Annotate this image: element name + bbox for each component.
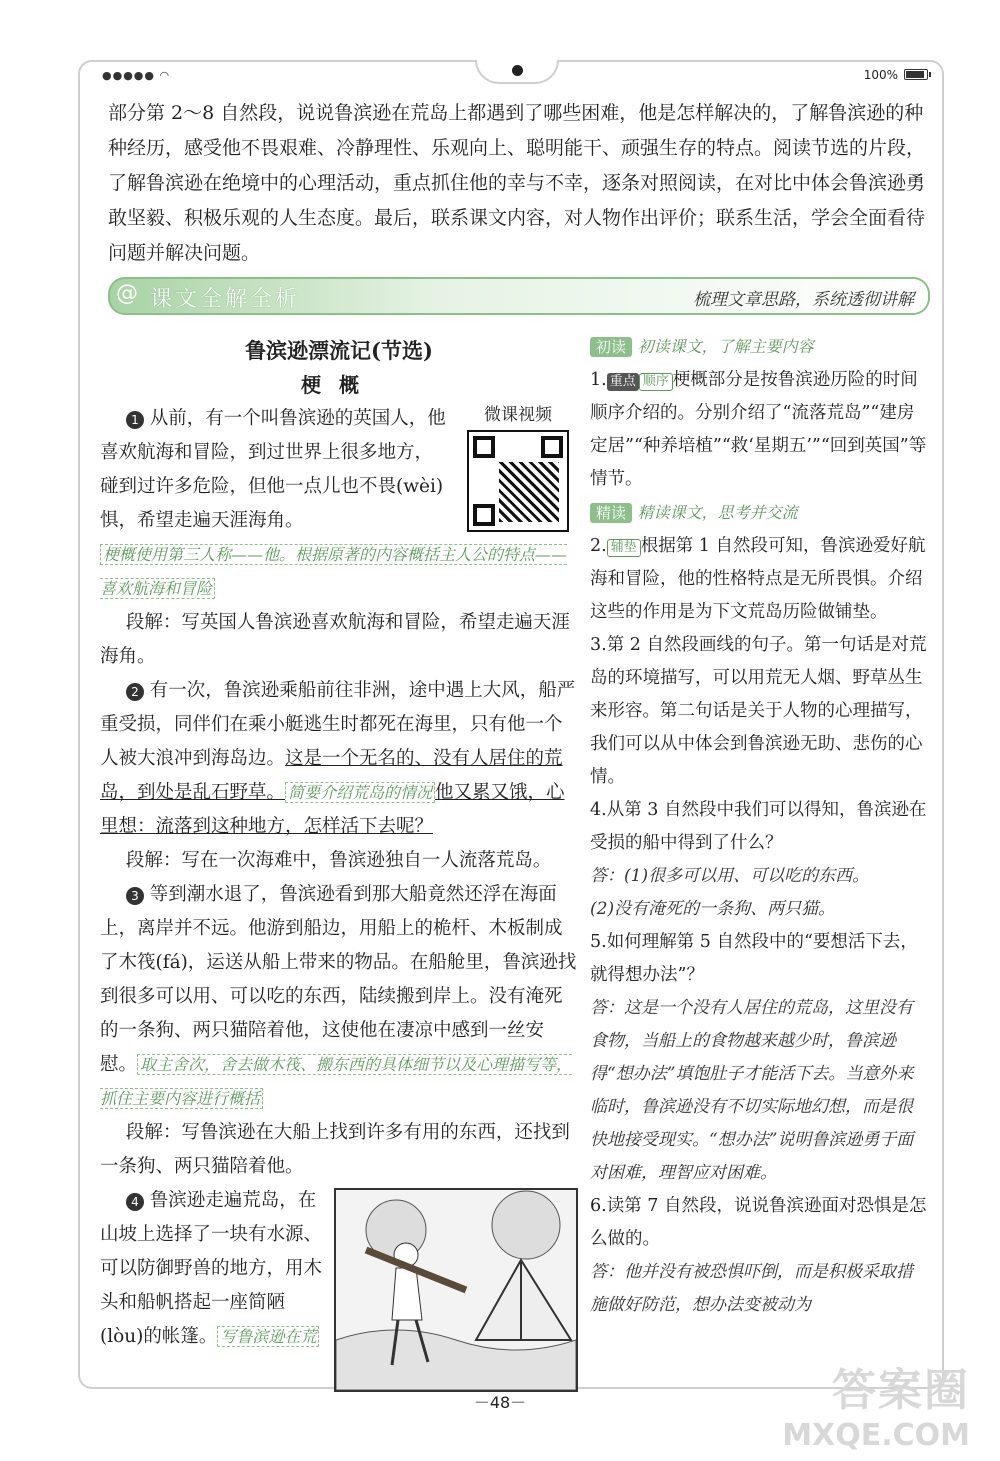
paragraph-1: 1 从前，有一个叫鲁滨逊的英国人，他喜欢航海和冒险，到过世界上很多地方，碰到过许多危险，但他一点儿也不畏(wèi)惧，希望走遍天涯海角。 [100, 408, 446, 531]
watermark-line1: 答案圈 [832, 1365, 970, 1416]
underlined-sentence: 这是一个无名的、没有人居住的荒岛，到处是乱石野草。 [100, 748, 563, 803]
paragraph-number: 2 [126, 683, 144, 701]
question-3: 3.第 2 自然段画线的句子。第一句话是对荒岛的环境描写，可以用荒无人烟、野草丛生来形容。第二句话是关于人物的心理描写，我们可以从中体会到鲁滨逊无助、悲伤的心情。 [590, 635, 927, 787]
paragraph-summary: 段解：写英国人鲁滨逊喜欢航海和冒险，希望走遍天涯海角。 [100, 612, 570, 667]
camera-icon [512, 65, 523, 76]
annotation-note: 简要介绍荒岛的情况 [285, 782, 435, 803]
battery-icon [904, 69, 928, 80]
article-column [100, 330, 578, 1392]
paragraph-3: 3 等到潮水退了，鲁滨逊看到那大船竟然还浮在海面上，离岸并不远。他游到船边，用船上的桅杆、木板制成了木筏(fá)，运送从船上带来的物品。在船舱里，鲁滨逊找到很多可以用、可以吃的东西，陆续搬到岸上。没有淹死的一条狗、两只猫陪着他，这使他在凄凉中感到一丝安慰。 取主舍次，舍去做木筏、搬东西的具体细节以及心理描写等，抓住主要内容进行概括 [100, 884, 577, 1108]
article-subtitle: 梗概 [301, 373, 377, 397]
question-6: 6.读第 7 自然段，说说鲁滨逊面对恐惧是怎么做的。 [590, 1196, 927, 1249]
illustration-image [334, 1188, 578, 1392]
section-banner [108, 277, 930, 315]
underlined-sentence: 他又累又饿，心里想：流落到这种地方，怎样活下去呢？ [100, 782, 565, 837]
tag-subtitle: 精读课文，思考并交流 [637, 503, 798, 522]
tag-first-reading: 初读 [590, 337, 632, 357]
answer-4b: (2)没有淹死的一条狗、两只猫。 [590, 899, 836, 919]
sidebar-column [590, 330, 928, 1322]
status-bar [80, 62, 942, 86]
tag-close-reading: 精读 [590, 503, 632, 523]
question-4: 4.从第 3 自然段中我们可以得知，鲁滨逊在受损的船中得到了什么？ [590, 800, 927, 853]
battery-text: 100% [863, 68, 898, 82]
section-tag-row [590, 496, 928, 530]
banner-label: 课文全解全析 [150, 287, 301, 312]
qr-label: 微课视频 [484, 405, 552, 425]
signal-icon: ●●●●● ◠ [102, 69, 171, 82]
paragraph-2: 2 有一次，鲁滨逊乘船前往非洲，途中遇上大风，船严重受损，同伴们在乘小艇逃生时都死在海里，只有他一个人被大浪冲到海岛边。这是一个无名的、没有人居住的荒岛，到处是乱石野草。 简要介绍荒岛的情况 他又累又饿，心里想：流落到这种地方，怎样活下去呢？ [100, 680, 576, 837]
answer-4a: 答：(1)很多可以用、可以吃的东西。 [590, 866, 870, 886]
chip-order: 顺序 [639, 373, 673, 391]
watermark [782, 1354, 970, 1453]
chip-key-point: 重点 [607, 373, 639, 391]
chip-foreshadow: 辅垫 [607, 539, 641, 557]
at-icon: @ [116, 281, 138, 306]
article-title: 鲁滨逊漂流记(节选) [245, 338, 433, 363]
annotation-note: 取主舍次，舍去做木筏、搬东西的具体细节以及心理描写等，抓住主要内容进行概括 [100, 1055, 573, 1108]
tag-subtitle: 初读课文，了解主要内容 [637, 337, 814, 356]
section-tag-row [590, 330, 928, 364]
question-2: 2. 辅垫 根据第 1 自然段可知，鲁滨逊爱好航海和冒险，他的性格特点是无所畏惧。介绍这些的作用是为下文荒岛历险做铺垫。 [590, 536, 926, 622]
paragraph-4: 4 鲁滨逊走遍荒岛，在山坡上选择了一块有水源、可以防御野兽的地方，用木头和船帆搭起一座简陋(lòu)的帐篷。 写鲁滨逊在荒 [100, 1190, 323, 1347]
paragraph-number: 1 [126, 411, 144, 429]
question-1: 1. 重点 顺序 梗概部分是按鲁滨逊历险的时间顺序介绍的。分别介绍了“流落荒岛”“建房定居”“种养培植”“救‘星期五’”“回到英国”等情节。 [590, 370, 927, 489]
answer-5: 答：这是一个没有人居住的荒岛，这里没有食物，当船上的食物越来越少时，鲁滨逊得“想办法”填饱肚子才能活下去。当意外来临时，鲁滨逊没有不切实际地幻想，而是很快地接受现实。“想办法”说明鲁滨逊勇于面对困难，理智应对困难。 [590, 998, 914, 1183]
annotation-note: 梗概使用第三人称——他。根据原著的内容概括主人公的特点——喜欢航海和冒险 [100, 545, 568, 598]
banner-subtitle: 梳理文章思路，系统透彻讲解 [693, 290, 914, 310]
paragraph-summary: 段解：写鲁滨逊在大船上找到许多有用的东西，还找到一条狗、两只猫陪着他。 [100, 1122, 570, 1177]
answer-6: 答：他并没有被恐惧吓倒，而是积极采取措施做好防范，想办法变被动为 [590, 1262, 913, 1315]
watermark-line2: MXQE.COM [782, 1418, 970, 1453]
page-number: －48－ [473, 1393, 527, 1412]
paragraph-number: 3 [126, 887, 144, 905]
tent-illustration [336, 1190, 576, 1390]
qr-code-icon[interactable] [467, 430, 569, 532]
qr-block [458, 402, 578, 532]
question-5: 5.如何理解第 5 自然段中的“要想活下去，就得想办法”？ [590, 932, 918, 985]
intro-text: 部分第 2～8 自然段，说说鲁滨逊在荒岛上都遇到了哪些困难，他是怎样解决的，了解鲁滨逊的种种经历，感受他不畏艰难、冷静理性、乐观向上、聪明能干、顽强生存的特点。阅读节选的片段，了解鲁滨逊在绝境中的心理活动，重点抓住他的幸与不幸，逐条对照阅读，在对比中体会鲁滨逊勇敢坚毅、积极乐观的人生态度。最后，联系课文内容，对人物作出评价；联系生活，学会全面看待问题并解决问题。 [108, 102, 926, 264]
annotation-note: 写鲁滨逊在荒 [217, 1326, 319, 1347]
paragraph-summary: 段解：写在一次海难中，鲁滨逊独自一人流落荒岛。 [125, 850, 552, 871]
paragraph-number: 4 [126, 1193, 144, 1211]
